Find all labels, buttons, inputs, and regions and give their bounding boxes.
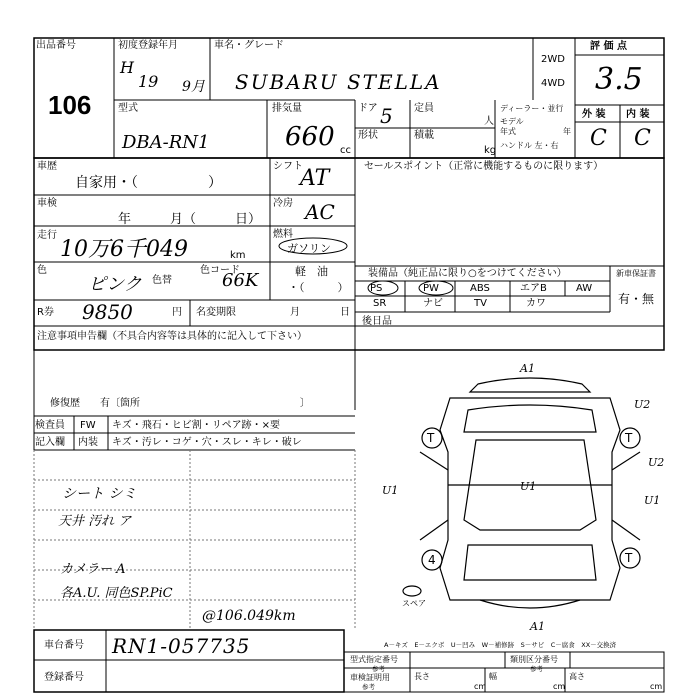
inspector-interior-code: 内装 — [78, 437, 98, 448]
model-value: DBA-RN1 — [122, 132, 210, 153]
damage-mark: U1 — [644, 494, 661, 507]
mileage-value: 10万6千049 — [60, 237, 188, 262]
equip-pw: PW — [423, 283, 439, 294]
repair-label: 修復歴 有〔箇所 〕 — [50, 398, 310, 409]
car-name-label: 車名・グレード — [214, 40, 284, 51]
registration-era: H — [120, 58, 134, 77]
category-ref: 参考 — [530, 665, 543, 673]
type-spec-ref: 参考 — [372, 665, 385, 673]
recycle-label: R券 — [37, 307, 54, 318]
inspector-note: シート シミ — [62, 486, 137, 502]
name-change-label: 名変期限 — [196, 307, 236, 318]
equip-airbag: エアB — [520, 283, 547, 294]
equipment-label: 装備品（純正品に限り○をつけてください） — [368, 268, 567, 279]
fuel-diesel: 軽 油 — [295, 265, 328, 278]
shift-value: AT — [300, 166, 330, 191]
damage-mark: U2 — [648, 456, 665, 469]
damage-mark: U1 — [382, 484, 399, 497]
registration-month: 9月 — [182, 79, 205, 95]
equip-leather: カワ — [526, 298, 546, 309]
chassis-value: RN1-057735 — [112, 634, 251, 658]
drive-2wd: 2WD — [541, 54, 565, 65]
type-spec-label: 型式指定番号 — [350, 655, 398, 664]
damage-mark: A1 — [520, 362, 535, 375]
damage-mark: U1 — [520, 480, 537, 493]
inspector-fw-code: FW — [80, 420, 96, 431]
load-unit: kg — [484, 145, 497, 156]
tire-front-right-label: T — [625, 431, 633, 445]
color-code-value: 66K — [222, 270, 259, 291]
width-label: 幅 — [489, 672, 497, 681]
capacity-label: 定員 — [414, 103, 434, 114]
interior-grade: C — [634, 126, 651, 151]
shape-label: 形状 — [358, 130, 378, 141]
inspector-note: 各A.U. 同色SP.PiC — [60, 586, 173, 601]
cert-label: 車検証明用 — [350, 673, 390, 682]
recycle-unit: 円 — [172, 307, 182, 318]
car-name: SUBARU STELLA — [235, 70, 442, 94]
displacement-unit: cc — [340, 145, 351, 156]
fuel-label: 燃料 — [273, 229, 293, 240]
length-label: 長さ — [414, 672, 430, 681]
color-code-label: 色コード — [200, 265, 240, 276]
model-label: 型式 — [118, 103, 138, 114]
registration-label: 初度登録年月 — [118, 40, 178, 51]
equip-ps: PS — [370, 283, 383, 294]
exterior-label: 外 装 — [582, 109, 606, 120]
equip-navi: ナビ — [423, 298, 443, 309]
sales-point-label: セールスポイント（正常に機能するものに限ります） — [364, 161, 604, 172]
color-label: 色 — [37, 265, 47, 276]
inspector-interior-text: キズ・汚レ・コゲ・穴・スレ・キレ・破レ — [112, 437, 302, 448]
height-label: 高さ — [569, 672, 585, 681]
ac-label: 冷房 — [273, 198, 293, 209]
height-unit: cm — [650, 682, 663, 691]
equip-aw: AW — [576, 283, 593, 294]
name-change-month: 月 — [290, 307, 300, 318]
cert-ref: 参考 — [362, 683, 375, 691]
tire-front-left-label: T — [427, 431, 435, 445]
spare-label: スペア — [402, 599, 426, 608]
load-label: 積載 — [414, 130, 434, 141]
warranty-value: 有・無 — [618, 292, 655, 306]
history-label: 車歴 — [37, 161, 57, 172]
door-value: 5 — [380, 104, 393, 128]
remarks-label: 注意事項申告欄（不具合内容等は具体的に記入して下さい） — [37, 331, 307, 342]
lot-number: 106 — [48, 90, 92, 120]
category-label: 類別区分番号 — [510, 655, 558, 664]
fuel-other: ・（ ） — [288, 281, 349, 294]
interior-label: 内 装 — [626, 109, 650, 120]
displacement-label: 排気量 — [272, 103, 302, 114]
ac-value: AC — [305, 200, 335, 224]
damage-mark: A1 — [530, 620, 545, 633]
displacement-value: 660 — [285, 122, 335, 152]
inspector-note: カメラー A — [60, 562, 126, 577]
door-label: ドア — [358, 103, 378, 114]
damage-mark: U2 — [634, 398, 651, 411]
diagram-legend: A－キズ E－エクボ U－凹み W－補修跡 S－サビ C－腐食 XX－交換済 — [384, 641, 617, 649]
recycle-value: 9850 — [82, 300, 133, 324]
width-unit: cm — [553, 682, 566, 691]
model-year-label: モデル — [500, 117, 524, 126]
inspector-note: 天井 汚れ ア — [58, 514, 132, 529]
name-change-day: 日 — [340, 307, 350, 318]
fuel-gasoline: ガソリン — [287, 242, 331, 255]
inspection-label: 車検 — [37, 198, 57, 209]
mileage-unit: km — [230, 250, 246, 261]
equip-abs: ABS — [470, 283, 490, 294]
history-value: 自家用・（ ） — [75, 175, 222, 191]
inspector-label: 検査員 — [35, 420, 65, 431]
tire-rear-right-label: T — [625, 551, 633, 565]
chassis-label: 車台番号 — [44, 640, 84, 651]
drive-4wd: 4WD — [541, 78, 565, 89]
lot-label: 出品番号 — [36, 40, 76, 51]
grade-label: 評 価 点 — [590, 41, 627, 52]
notes-label: 後日品 — [362, 316, 392, 327]
equip-tv: TV — [474, 298, 487, 309]
tire-rear-left-label: 4 — [428, 553, 436, 567]
inspector-label-2: 記入欄 — [35, 437, 65, 448]
length-unit: cm — [474, 682, 487, 691]
model-year-label-2: 年式 — [500, 127, 516, 136]
color-value: ピンク — [88, 274, 142, 295]
grade-value: 3.5 — [595, 62, 643, 97]
inspector-note: @106.049km — [202, 608, 296, 624]
handle-label: ハンドル 左・右 — [500, 141, 559, 150]
inspection-value: 年 月（ 日） — [118, 212, 262, 227]
shift-label: シフト — [273, 161, 303, 172]
capacity-unit: 人 — [484, 116, 494, 127]
equip-sr: SR — [373, 298, 387, 309]
warranty-label: 新車保証書 — [616, 269, 656, 278]
color-change-label: 色替 — [152, 275, 172, 286]
inspector-fw-text: キズ・飛石・ヒビ割・リペア跡・×要 — [112, 420, 280, 431]
dealer-label: ディーラー・並行 — [500, 104, 564, 113]
year-unit: 年 — [563, 127, 571, 136]
exterior-grade: C — [590, 126, 607, 151]
car-diagram — [403, 378, 640, 608]
registration-year: 19 — [138, 72, 159, 91]
registration-number-label: 登録番号 — [44, 672, 84, 683]
mileage-label: 走行 — [37, 230, 57, 241]
